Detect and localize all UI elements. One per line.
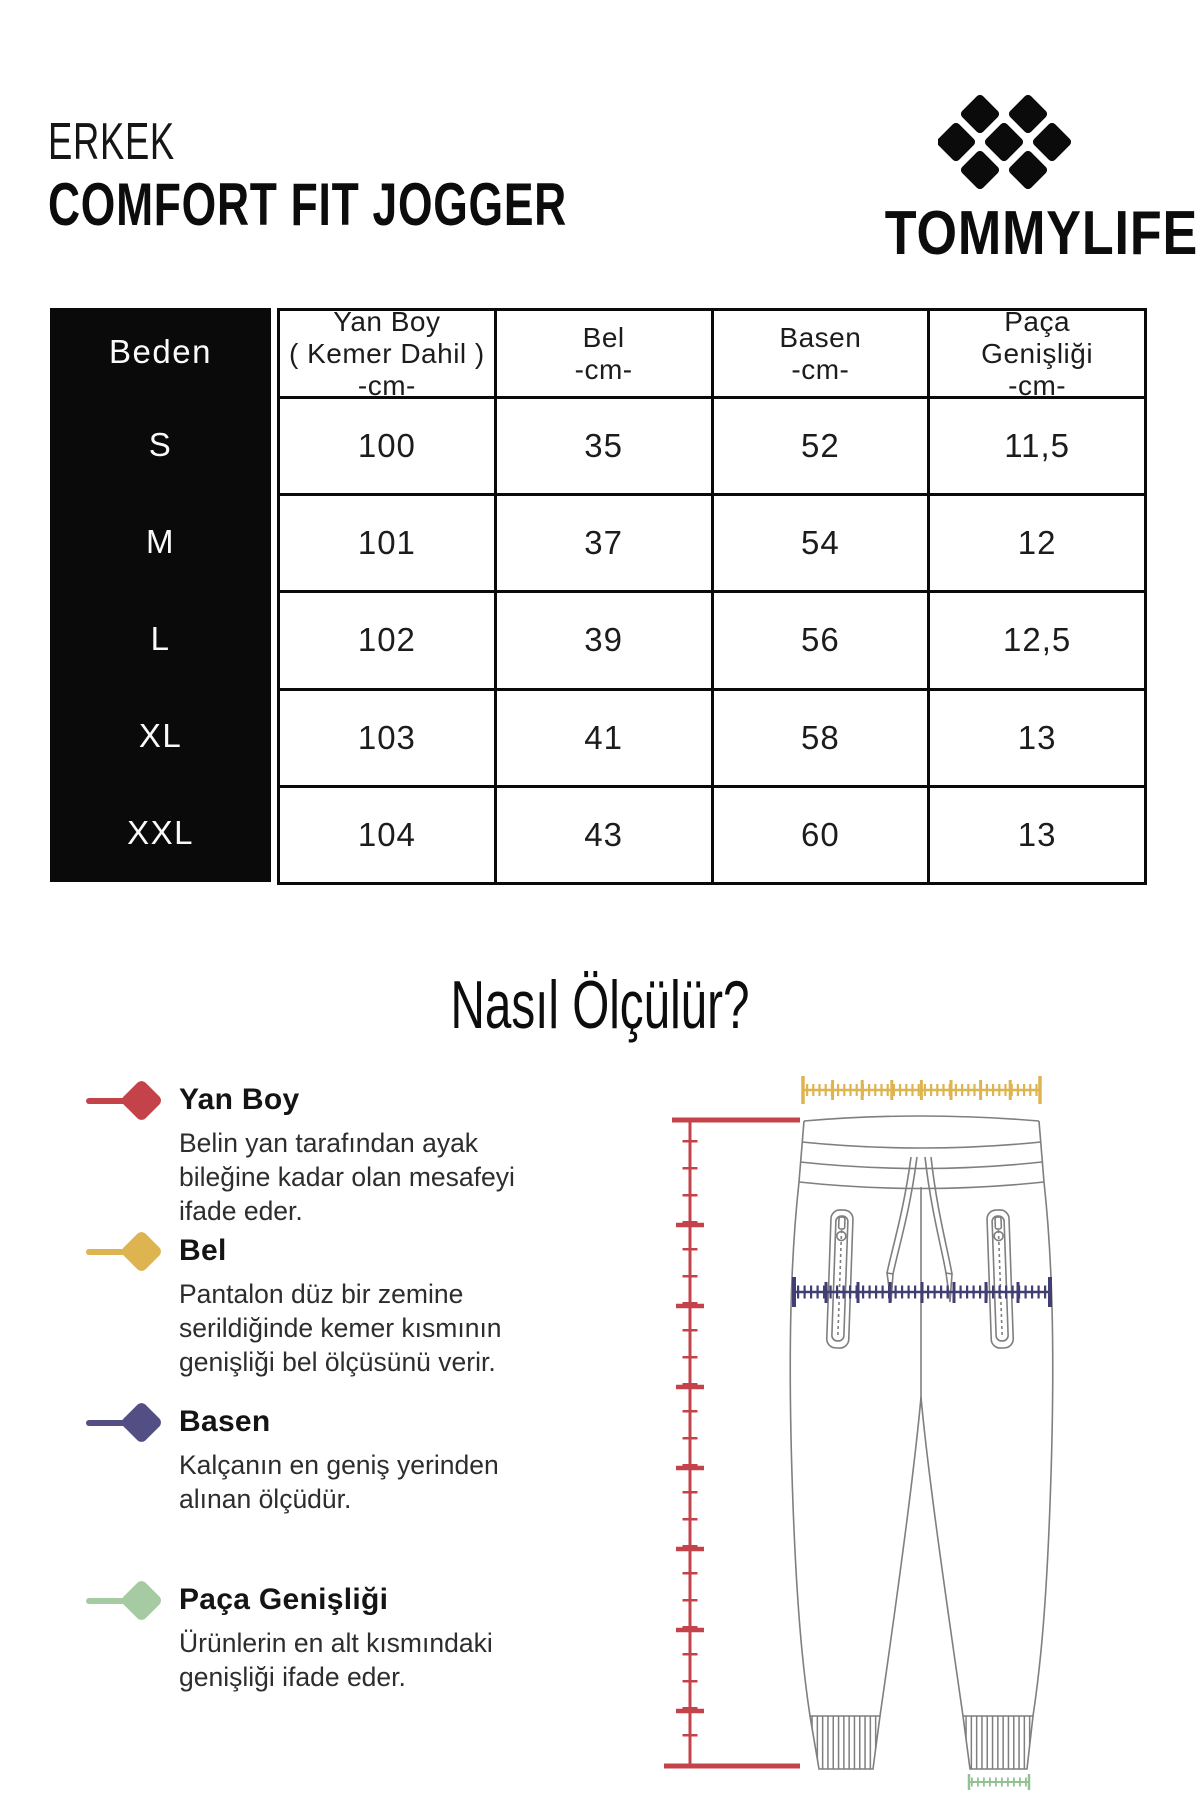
column-header-yan-boy: Yan Boy ( Kemer Dahil ) -cm- [277, 308, 494, 396]
left-zipper-pocket-icon [826, 1210, 853, 1349]
jogger-technical-drawing [640, 1045, 1160, 1800]
legend-label: Basen [179, 1405, 271, 1438]
table-cell: 41 [494, 688, 711, 785]
table-cell: 39 [494, 590, 711, 687]
legend-description: Kalçanın en geniş yerinden alınan ölçüdür. [179, 1450, 499, 1514]
bel-ruler [803, 1076, 1040, 1104]
legend-description: Ürünlerin en alt kısmındaki genişliği ifade eder. [179, 1628, 493, 1692]
table-cell: 54 [711, 493, 928, 590]
legend-item-yan-boy [86, 1083, 537, 1228]
size-label: XXL [127, 814, 194, 852]
size-label: M [146, 522, 175, 560]
basen-diamond-marker-icon [86, 1405, 179, 1441]
table-cell: 102 [277, 590, 494, 687]
legend-item-bel [86, 1234, 537, 1379]
table-cell: 12,5 [927, 590, 1144, 687]
right-zipper-pocket-icon [987, 1210, 1014, 1349]
legend-label: Yan Boy [179, 1083, 300, 1116]
table-cell: 101 [277, 493, 494, 590]
category-title: ERKEK [48, 113, 175, 171]
legend-description: Belin yan tarafından ayak bileğine kadar olan mesafeyi ifade eder. [179, 1128, 515, 1226]
size-table-size-column [50, 308, 271, 882]
table-cell: 43 [494, 785, 711, 882]
table-cell: 104 [277, 785, 494, 882]
table-cell: 13 [927, 688, 1144, 785]
size-table-corner-header: Beden [109, 333, 212, 370]
table-cell: 11,5 [927, 396, 1144, 493]
legend-label: Paça Genişliği [179, 1583, 389, 1616]
legend-description: Pantalon düz bir zemine serildiğinde kemer kısmının genişliği bel ölçüsünü verir. [179, 1279, 502, 1377]
table-cell: 35 [494, 396, 711, 493]
product-title: COMFORT FIT JOGGER [48, 171, 567, 238]
table-cell: 103 [277, 688, 494, 785]
paca-ruler [969, 1774, 1029, 1790]
table-cell: 52 [711, 396, 928, 493]
legend-item-basen [86, 1405, 537, 1516]
table-cell: 58 [711, 688, 928, 785]
size-table-grid [277, 305, 1147, 885]
table-cell: 56 [711, 590, 928, 687]
table-cell: 12 [927, 493, 1144, 590]
paca-diamond-marker-icon [86, 1583, 179, 1619]
size-label: S [148, 425, 173, 463]
bel-diamond-marker-icon [86, 1234, 179, 1270]
yan-boy-diamond-marker-icon [86, 1083, 179, 1119]
size-label: L [150, 619, 171, 657]
brand-diamonds-logo-icon [938, 80, 1080, 192]
legend-label: Bel [179, 1234, 227, 1267]
column-header-basen: Basen -cm- [711, 308, 928, 396]
table-cell: 37 [494, 493, 711, 590]
pants-outline [790, 1116, 1053, 1769]
yan-boy-ruler [664, 1118, 800, 1768]
legend-item-paca [86, 1583, 537, 1694]
table-cell: 13 [927, 785, 1144, 882]
column-header-bel: Bel -cm- [494, 308, 711, 396]
how-to-measure-title: Nasıl Ölçülür? [450, 967, 750, 1043]
table-cell: 60 [711, 785, 928, 882]
table-cell: 100 [277, 396, 494, 493]
size-label: XL [138, 717, 183, 755]
brand-name: TOMMYLIFE [884, 199, 1199, 268]
column-header-paca: Paça Genişliği -cm- [927, 308, 1144, 396]
